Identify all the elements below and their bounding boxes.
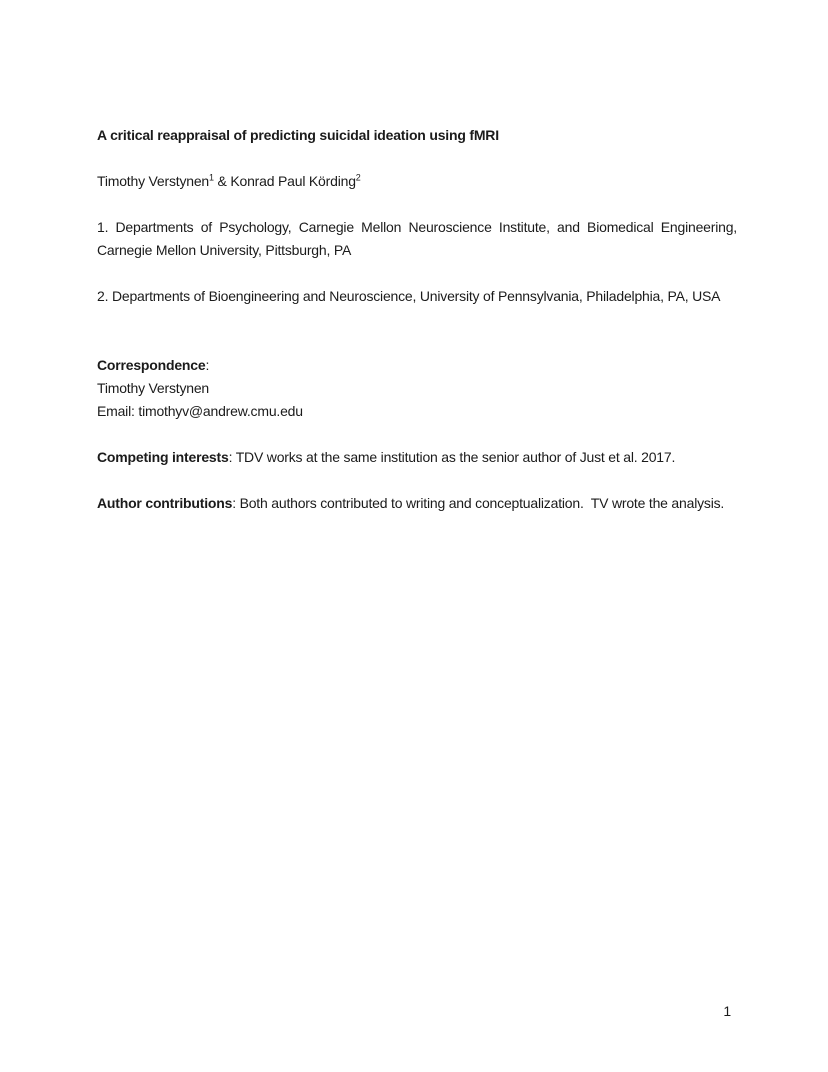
author-2-affiliation-superscript: 2 xyxy=(355,172,361,183)
correspondence-block xyxy=(97,354,737,423)
correspondence-email-line: Email: timothyv@andrew.cmu.edu xyxy=(97,403,303,419)
page-content xyxy=(97,124,737,538)
correspondence-name: Timothy Verstynen xyxy=(97,380,210,396)
authors-separator: & xyxy=(213,173,231,189)
author-contributions-paragraph xyxy=(97,492,737,515)
authors-line xyxy=(97,170,737,193)
author-2: Konrad Paul Körding xyxy=(230,173,356,189)
author-contributions-label: Author contributions xyxy=(97,495,233,511)
page-number: 1 xyxy=(723,1003,731,1019)
correspondence-label: Correspondence xyxy=(97,357,206,373)
affiliation-1: 1. Departments of Psychology, Carnegie Mellon Neuroscience Institute, and Biomedical Engineering, Carnegie Mellon University, Pittsburgh, PA xyxy=(97,219,737,258)
paper-title: A critical reappraisal of predicting suicidal ideation using fMRI xyxy=(97,127,499,143)
author-1: Timothy Verstynen xyxy=(97,173,210,189)
affiliation-2: 2. Departments of Bioengineering and Neuroscience, University of Pennsylvania, Philadelphia, PA, USA xyxy=(97,288,721,304)
author-contributions-text: : Both authors contributed to writing and conceptualization. TV wrote the analysis. xyxy=(232,495,725,511)
competing-interests-label: Competing interests xyxy=(97,449,229,465)
competing-interests-paragraph xyxy=(97,446,737,469)
correspondence-heading xyxy=(97,354,737,377)
competing-interests-text: : TDV works at the same institution as the senior author of Just et al. 2017. xyxy=(228,449,676,465)
author-1-affiliation-superscript: 1 xyxy=(209,172,214,183)
correspondence-colon: : xyxy=(205,357,210,373)
